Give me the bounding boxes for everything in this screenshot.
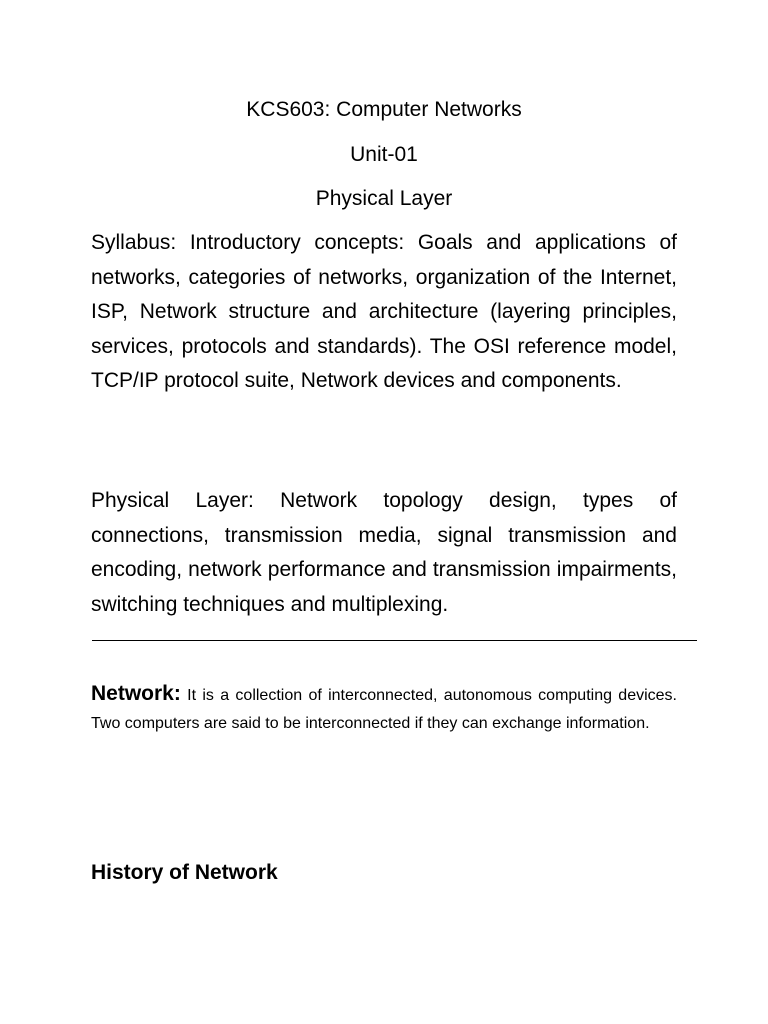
history-heading: History of Network <box>91 861 278 884</box>
network-definition <box>91 680 677 738</box>
section-divider <box>92 640 697 641</box>
physical-layer-paragraph: Physical Layer: Network topology design, types of connections, transmission media, signal transmission and encoding, network performance and transmission impairments, switching techniques and multiplexing. <box>91 489 677 616</box>
topic-title: Physical Layer <box>315 187 453 210</box>
course-title: KCS603: Computer Networks <box>246 98 522 121</box>
unit-title: Unit-01 <box>350 143 418 166</box>
network-definition-text: It is a collection of interconnected, autonomous computing devices. Two computers are said to be interconnected if they can exchange information. <box>91 687 677 732</box>
network-term: Network: <box>91 682 181 705</box>
syllabus-paragraph: Syllabus: Introductory concepts: Goals and applications of networks, categories of networks, organization of the Internet, ISP, Network structure and architecture (layering principles, services, protocols and standards). The OSI reference model, TCP/IP protocol suite, Network devices and components. <box>91 231 677 392</box>
